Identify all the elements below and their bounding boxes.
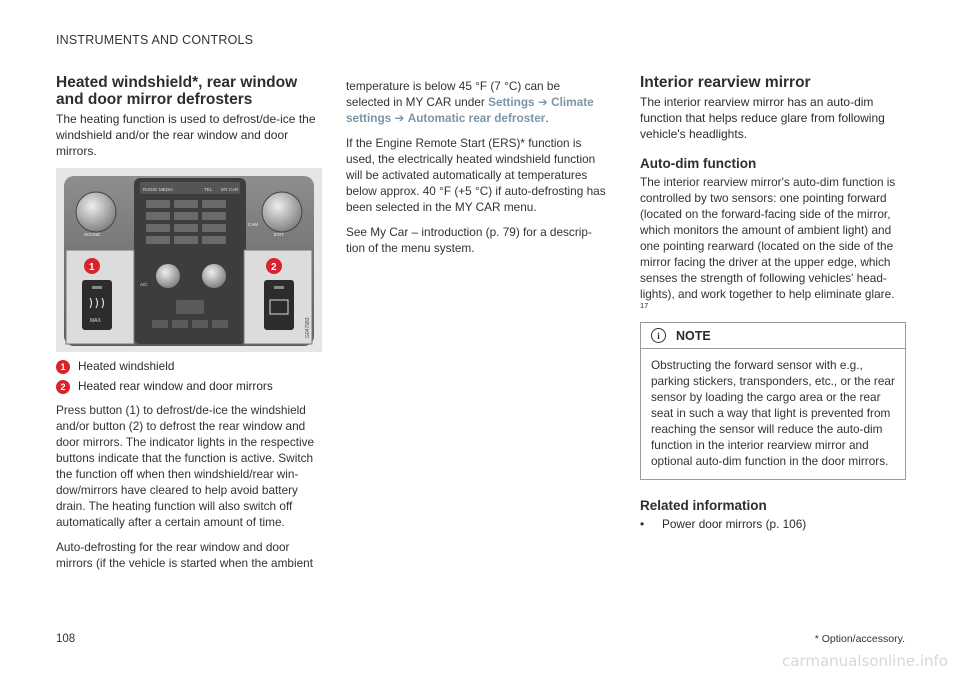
climate-panel-illustration [56,168,322,352]
caption-1 [56,358,322,374]
watermark: carmanualsonline.info [782,652,948,670]
climate-panel-figure [56,168,322,352]
callout-badge-2: 2 [56,380,70,394]
intro-rearview-mirror: The interior rearview mirror has an auto-dim function that helps reduce glare from following vehicle's headlights. [640,95,885,141]
label-radio: RADIO [143,187,158,192]
subtitle-auto-dim: Auto-dim function [640,156,757,171]
menu-climate-settings-link[interactable]: Climate settings [346,95,594,125]
label-ac: A/C [140,282,148,287]
label-mycar: MY CAR [221,187,239,192]
caption-1-text: Heated windshield [78,359,175,373]
menu-path-end: . [545,111,549,125]
column-right [640,74,906,532]
label-cam: CAM [248,222,258,227]
note-body [641,349,905,479]
related-information-title: Related information [640,498,767,513]
column-left [56,74,322,580]
label-media: MEDIA [159,187,174,192]
menu-settings-link[interactable]: Settings [488,95,535,109]
caption-2-text: Heated rear window and door mirrors [78,379,273,393]
related-item[interactable] [640,516,906,532]
footnote-ref: 17 [640,301,649,310]
defroster-instructions: Press button (1) to defrost/de-ice the windshield and/or button (2) to defrost the rear window and door mirrors. The indicator lights in the respective buttons indicate that the function is active. Switch the function off when then windshield/rear win-dow/mirrors have cleared to help avoid battery drain. The heating function will also switch off automatically after a certain amount of time. [56,403,315,529]
arrow-right-icon: ➔ [394,111,405,125]
bullet-icon: • [640,517,645,531]
note-header [641,323,905,349]
auto-defrost-menu-path [346,78,606,126]
section-title-defrosters: Heated windshield*, rear window and door mirror defrosters [56,74,298,108]
option-footnote: * Option/accessory. [814,633,905,645]
note-title: NOTE [676,328,711,343]
label-max: MAX [90,318,101,324]
column-middle [346,78,606,265]
arrow-right-icon: ➔ [537,95,548,109]
auto-defrost-intro: Auto-defrosting for the rear window and door mirrors (if the vehicle is started when the ambient [56,540,314,570]
label-exit: EXIT [274,232,285,237]
ers-paragraph: If the Engine Remote Start (ERS)* function is used, the electrically heated windshield function will be activated automatically at temperatures below approx. 40 °F (+5 °C) if auto-defrosting has been selected in the MY CAR menu. [346,136,606,214]
section-header: INSTRUMENTS AND CONTROLS [56,33,254,47]
label-sound: SOUND [84,232,101,237]
related-list [640,516,906,532]
caption-2 [56,378,322,394]
related-item-link[interactable]: Power door mirrors (p. 106) [662,517,807,531]
figure-badge-2: 2 [271,262,277,273]
label-tel: TEL [204,187,213,192]
figure-badge-1: 1 [89,262,95,273]
menu-auto-rear-defroster-link[interactable]: Automatic rear defroster [407,111,546,125]
note-text: Obstructing the forward sensor with e.g., parking stickers, transponders, etc., or the rear sensor by loading the cargo area or the rear seat in such a way that light is prevented from reaching the sensor will reduce the auto-dim function in the interior rearview mirror and optional auto-dim function in the door mirrors. [651,358,895,468]
page-number: 108 [56,633,76,645]
mycar-reference: See My Car – introduction (p. 79) for a descrip-tion of the menu system. [346,225,592,255]
menu-path-text: temperature is below 45 °F (7 °C) can be selected in MY CAR under [346,79,561,109]
figure-code: G047983 [305,317,311,338]
note-box [640,322,906,480]
auto-dim-description: The interior rearview mirror's auto-dim function is controlled by two sensors: one pointing forward (located on the forward-facing side of the mirror, which monitors the amount of ambient light) and one pointing rearward (located on the side of the mirror facing the driver at the upper edge, which senses the strength of following vehicles' head-lights), and work together to help eliminate glare. [640,175,896,301]
section-title-rearview-mirror: Interior rearview mirror [640,74,811,91]
info-icon: i [651,328,666,343]
callout-badge-1: 1 [56,360,70,374]
intro-defrosters: The heating function is used to defrost/de-ice the windshield and/or the rear window and door mirrors. [56,112,316,158]
